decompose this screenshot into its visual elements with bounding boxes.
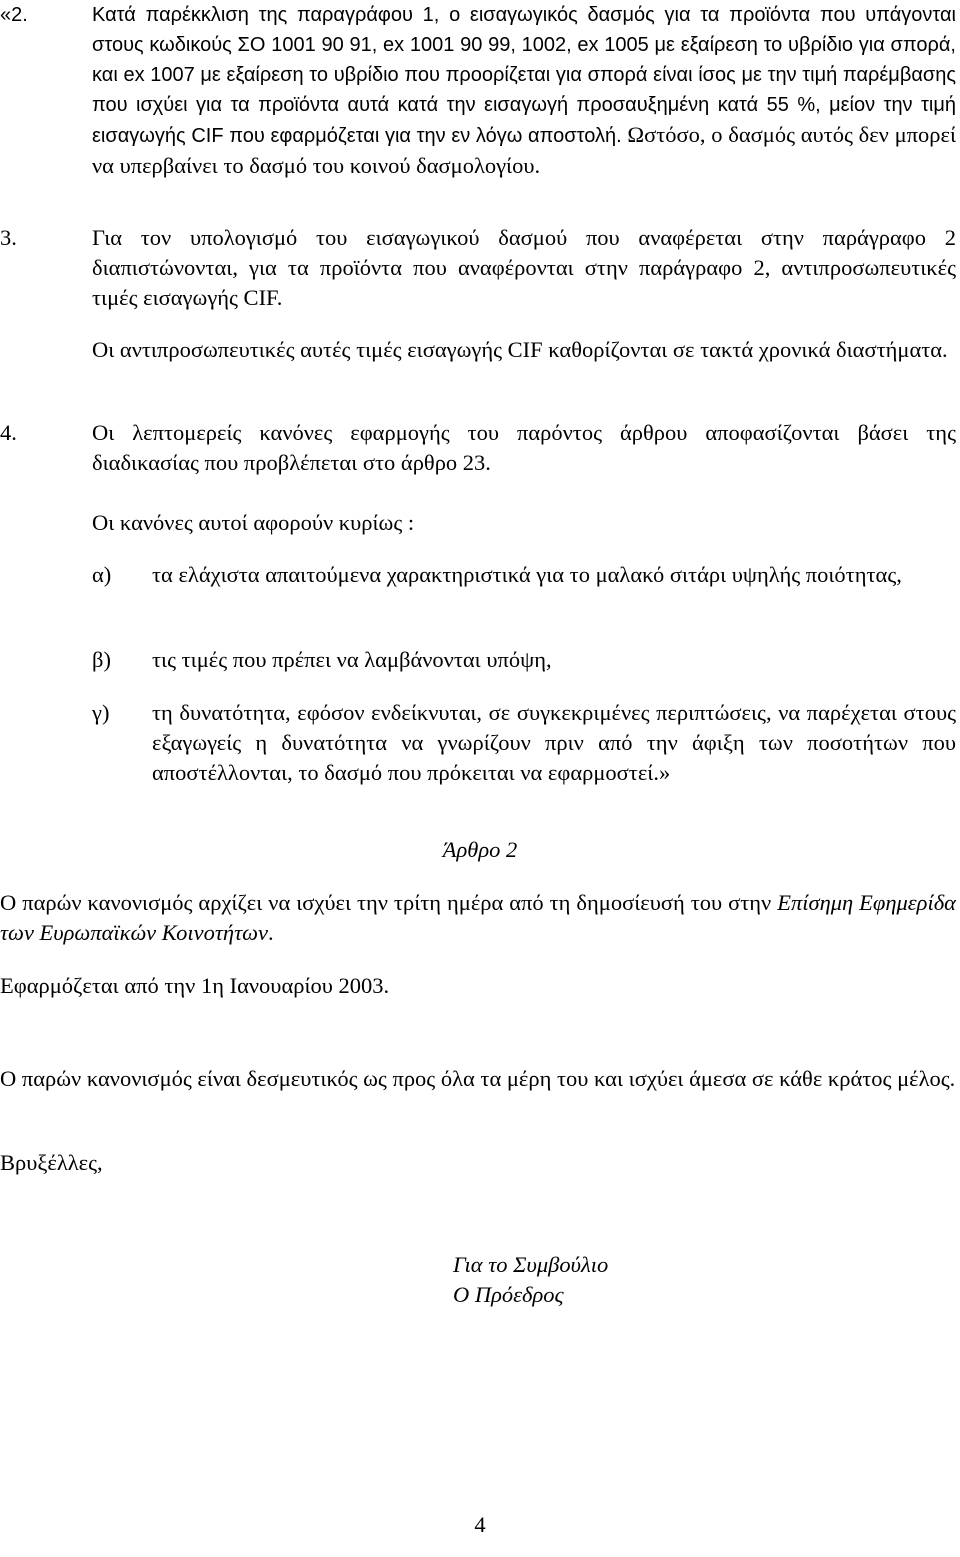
list-item-label: γ) (92, 700, 110, 725)
paragraph-3-text: Για τον υπολογισμό του εισαγωγικού δασμού που αναφέρεται στην παράγραφο 2 διαπιστώνονται, για τα προϊόντα που αναφέρονται στην παράγραφο 2, αντιπροσωπευτικές τιμές εισαγωγής CIF. (92, 225, 956, 310)
list-item (0, 698, 956, 788)
paragraph-2 (0, 0, 956, 182)
list-item-label: α) (92, 562, 112, 587)
paragraph-3-continuation (0, 335, 956, 365)
list-item-text: τα ελάχιστα απαιτούμενα χαρακτηριστικά για το μαλακό σιτάρι υψηλής ποιότητας, (152, 562, 902, 587)
paragraph-4 (0, 418, 956, 478)
paragraph-number: «2. (0, 4, 28, 26)
signature-line-council: Για το Συμβούλιο (453, 1252, 609, 1277)
paragraph-4-text: Οι λεπτομερείς κανόνες εφαρμογής του παρόντος άρθρου αποφασίζονται βάσει της διαδικασίας που προβλέπεται στο άρθρο 23. (92, 420, 956, 475)
list-item-text: τη δυνατότητα, εφόσον ενδείκνυται, σε συγκεκριμένες περιπτώσεις, να παρέχεται στους εξαγωγείς η δυνατότητα να γνωρίζουν πριν από την άφιξη των ποσοτήτων που αποστέλλονται, το δασμό που πρόκειται να εφαρμοστεί.» (152, 700, 956, 785)
official-journal-title: Επίσημη Εφημερίδα των Ευρωπαϊκών Κοινοτήτων (0, 890, 956, 945)
paragraph-3-text-2: Οι αντιπροσωπευτικές αυτές τιμές εισαγωγής CIF καθορίζονται σε τακτά χρονικά διαστήματα. (92, 337, 948, 362)
signature-line-president: Ο Πρόεδρος (453, 1282, 564, 1307)
paragraph-number: 4. (0, 420, 17, 445)
paragraph-2-text: Κατά παρέκκλιση της παραγράφου 1, ο εισαγωγικός δασμός για τα προϊόντα που υπάγονται στους κωδικούς ΣΟ 1001 90 91, ex 1001 90 99, 1002, ex 1005 με εξαίρεση το υβρίδιο για σπορά, και ex 1007 με εξαίρεση το υβρίδιο που προορίζεται για σπορά είναι ίσος με την τιμή παρέμβασης που ισχύει για τα προϊόντα αυτά κατά την εισαγωγή προσαυξημένη κατά 55 %, μείον την τιμή εισαγωγής CIF που εφαρμόζεται για την εν λόγω αποστολή. Ωστόσο, ο δασμός αυτός δεν μπορεί να υπερβαίνει το δασμό του κοινού δασμολογίου. (92, 4, 956, 178)
paragraph-4-intro (0, 508, 956, 538)
application-date: Εφαρμόζεται από την 1η Ιανουαρίου 2003. (0, 973, 390, 998)
list-item (0, 560, 956, 590)
list-item-label: β) (92, 647, 111, 672)
list-item-text: τις τιμές που πρέπει να λαμβάνονται υπόψη, (152, 647, 552, 672)
paragraph-3 (0, 223, 956, 313)
article-heading: Άρθρο 2 (442, 837, 518, 862)
rules-intro: Οι κανόνες αυτοί αφορούν κυρίως : (92, 510, 415, 535)
paragraph-number: 3. (0, 225, 17, 250)
signature-block (453, 1250, 853, 1310)
binding-clause: Ο παρών κανονισμός είναι δεσμευτικός ως προς όλα τα μέρη του και ισχύει άμεσα σε κάθε κράτος μέλος. (0, 1066, 956, 1091)
page-number: 4 (474, 1512, 486, 1537)
place-of-signing: Βρυξέλλες, (0, 1150, 103, 1175)
list-item (0, 645, 956, 675)
entry-into-force: Ο παρών κανονισμός αρχίζει να ισχύει την τρίτη ημέρα από τη δημοσίευσή του στην Επίσημη Εφημερίδα των Ευρωπαϊκών Κοινοτήτων. (0, 890, 956, 945)
